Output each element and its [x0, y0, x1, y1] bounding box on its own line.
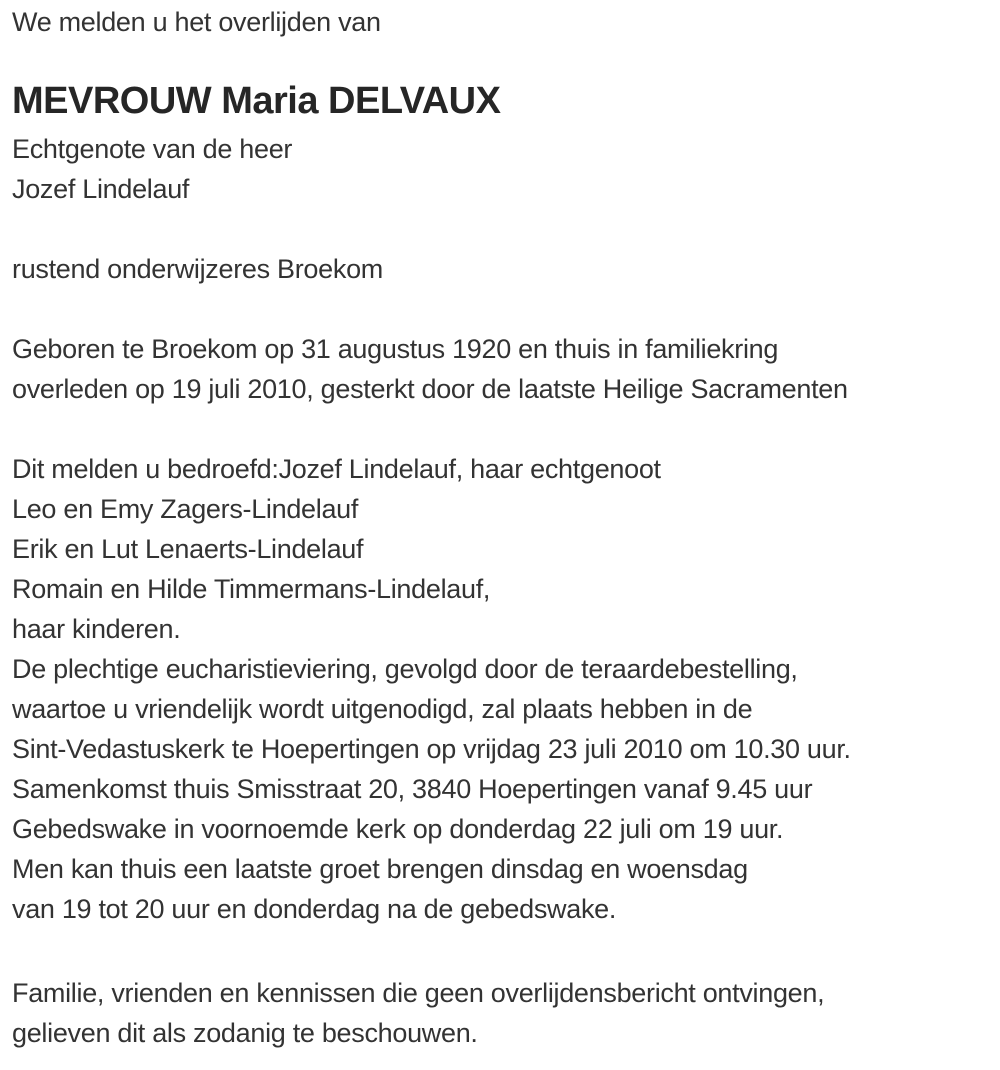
- profession-paragraph: [12, 249, 986, 289]
- family-line: Leo en Emy Zagers-Lindelauf: [12, 494, 359, 524]
- relation-line: Jozef Lindelauf: [12, 174, 190, 204]
- family-line: Erik en Lut Lenaerts-Lindelauf: [12, 534, 364, 564]
- ceremony-line: Men kan thuis een laatste groet brengen dinsdag en woensdag: [12, 854, 748, 884]
- closing-line: Familie, vrienden en kennissen die geen overlijdensbericht ontvingen,: [12, 978, 825, 1008]
- relation-paragraph: [12, 129, 986, 209]
- profession-line: rustend onderwijzeres Broekom: [12, 254, 383, 284]
- relation-line: Echtgenote van de heer: [12, 134, 293, 164]
- intro-line: We melden u het overlijden van: [12, 7, 381, 37]
- life-dates-paragraph: [12, 329, 986, 409]
- ceremony-line: Sint-Vedastuskerk te Hoepertingen op vrijdag 23 juli 2010 om 10.30 uur.: [12, 734, 851, 764]
- closing-paragraph: [12, 973, 986, 1053]
- family-line: haar kinderen.: [12, 614, 181, 644]
- family-line: Dit melden u bedroefd:Jozef Lindelauf, haar echtgenoot: [12, 454, 661, 484]
- life-dates-line: Geboren te Broekom op 31 augustus 1920 en thuis in familiekring: [12, 334, 779, 364]
- ceremony-line: waartoe u vriendelijk wordt uitgenodigd, zal plaats hebben in de: [12, 694, 753, 724]
- family-paragraph: [12, 449, 986, 649]
- family-line: Romain en Hilde Timmermans-Lindelauf,: [12, 574, 491, 604]
- deceased-name-heading: MEVROUW Maria DELVAUX: [12, 80, 501, 122]
- intro-paragraph: [12, 2, 986, 42]
- closing-line: gelieven dit als zodanig te beschouwen.: [12, 1018, 478, 1048]
- ceremony-line: Samenkomst thuis Smisstraat 20, 3840 Hoepertingen vanaf 9.45 uur: [12, 774, 813, 804]
- ceremony-line: Gebedswake in voornoemde kerk op donderdag 22 juli om 19 uur.: [12, 814, 784, 844]
- ceremony-line: De plechtige eucharistieviering, gevolgd door de teraardebestelling,: [12, 654, 798, 684]
- ceremony-line: van 19 tot 20 uur en donderdag na de gebedswake.: [12, 894, 617, 924]
- life-dates-line: overleden op 19 juli 2010, gesterkt door de laatste Heilige Sacramenten: [12, 374, 848, 404]
- ceremony-paragraph: [12, 649, 986, 929]
